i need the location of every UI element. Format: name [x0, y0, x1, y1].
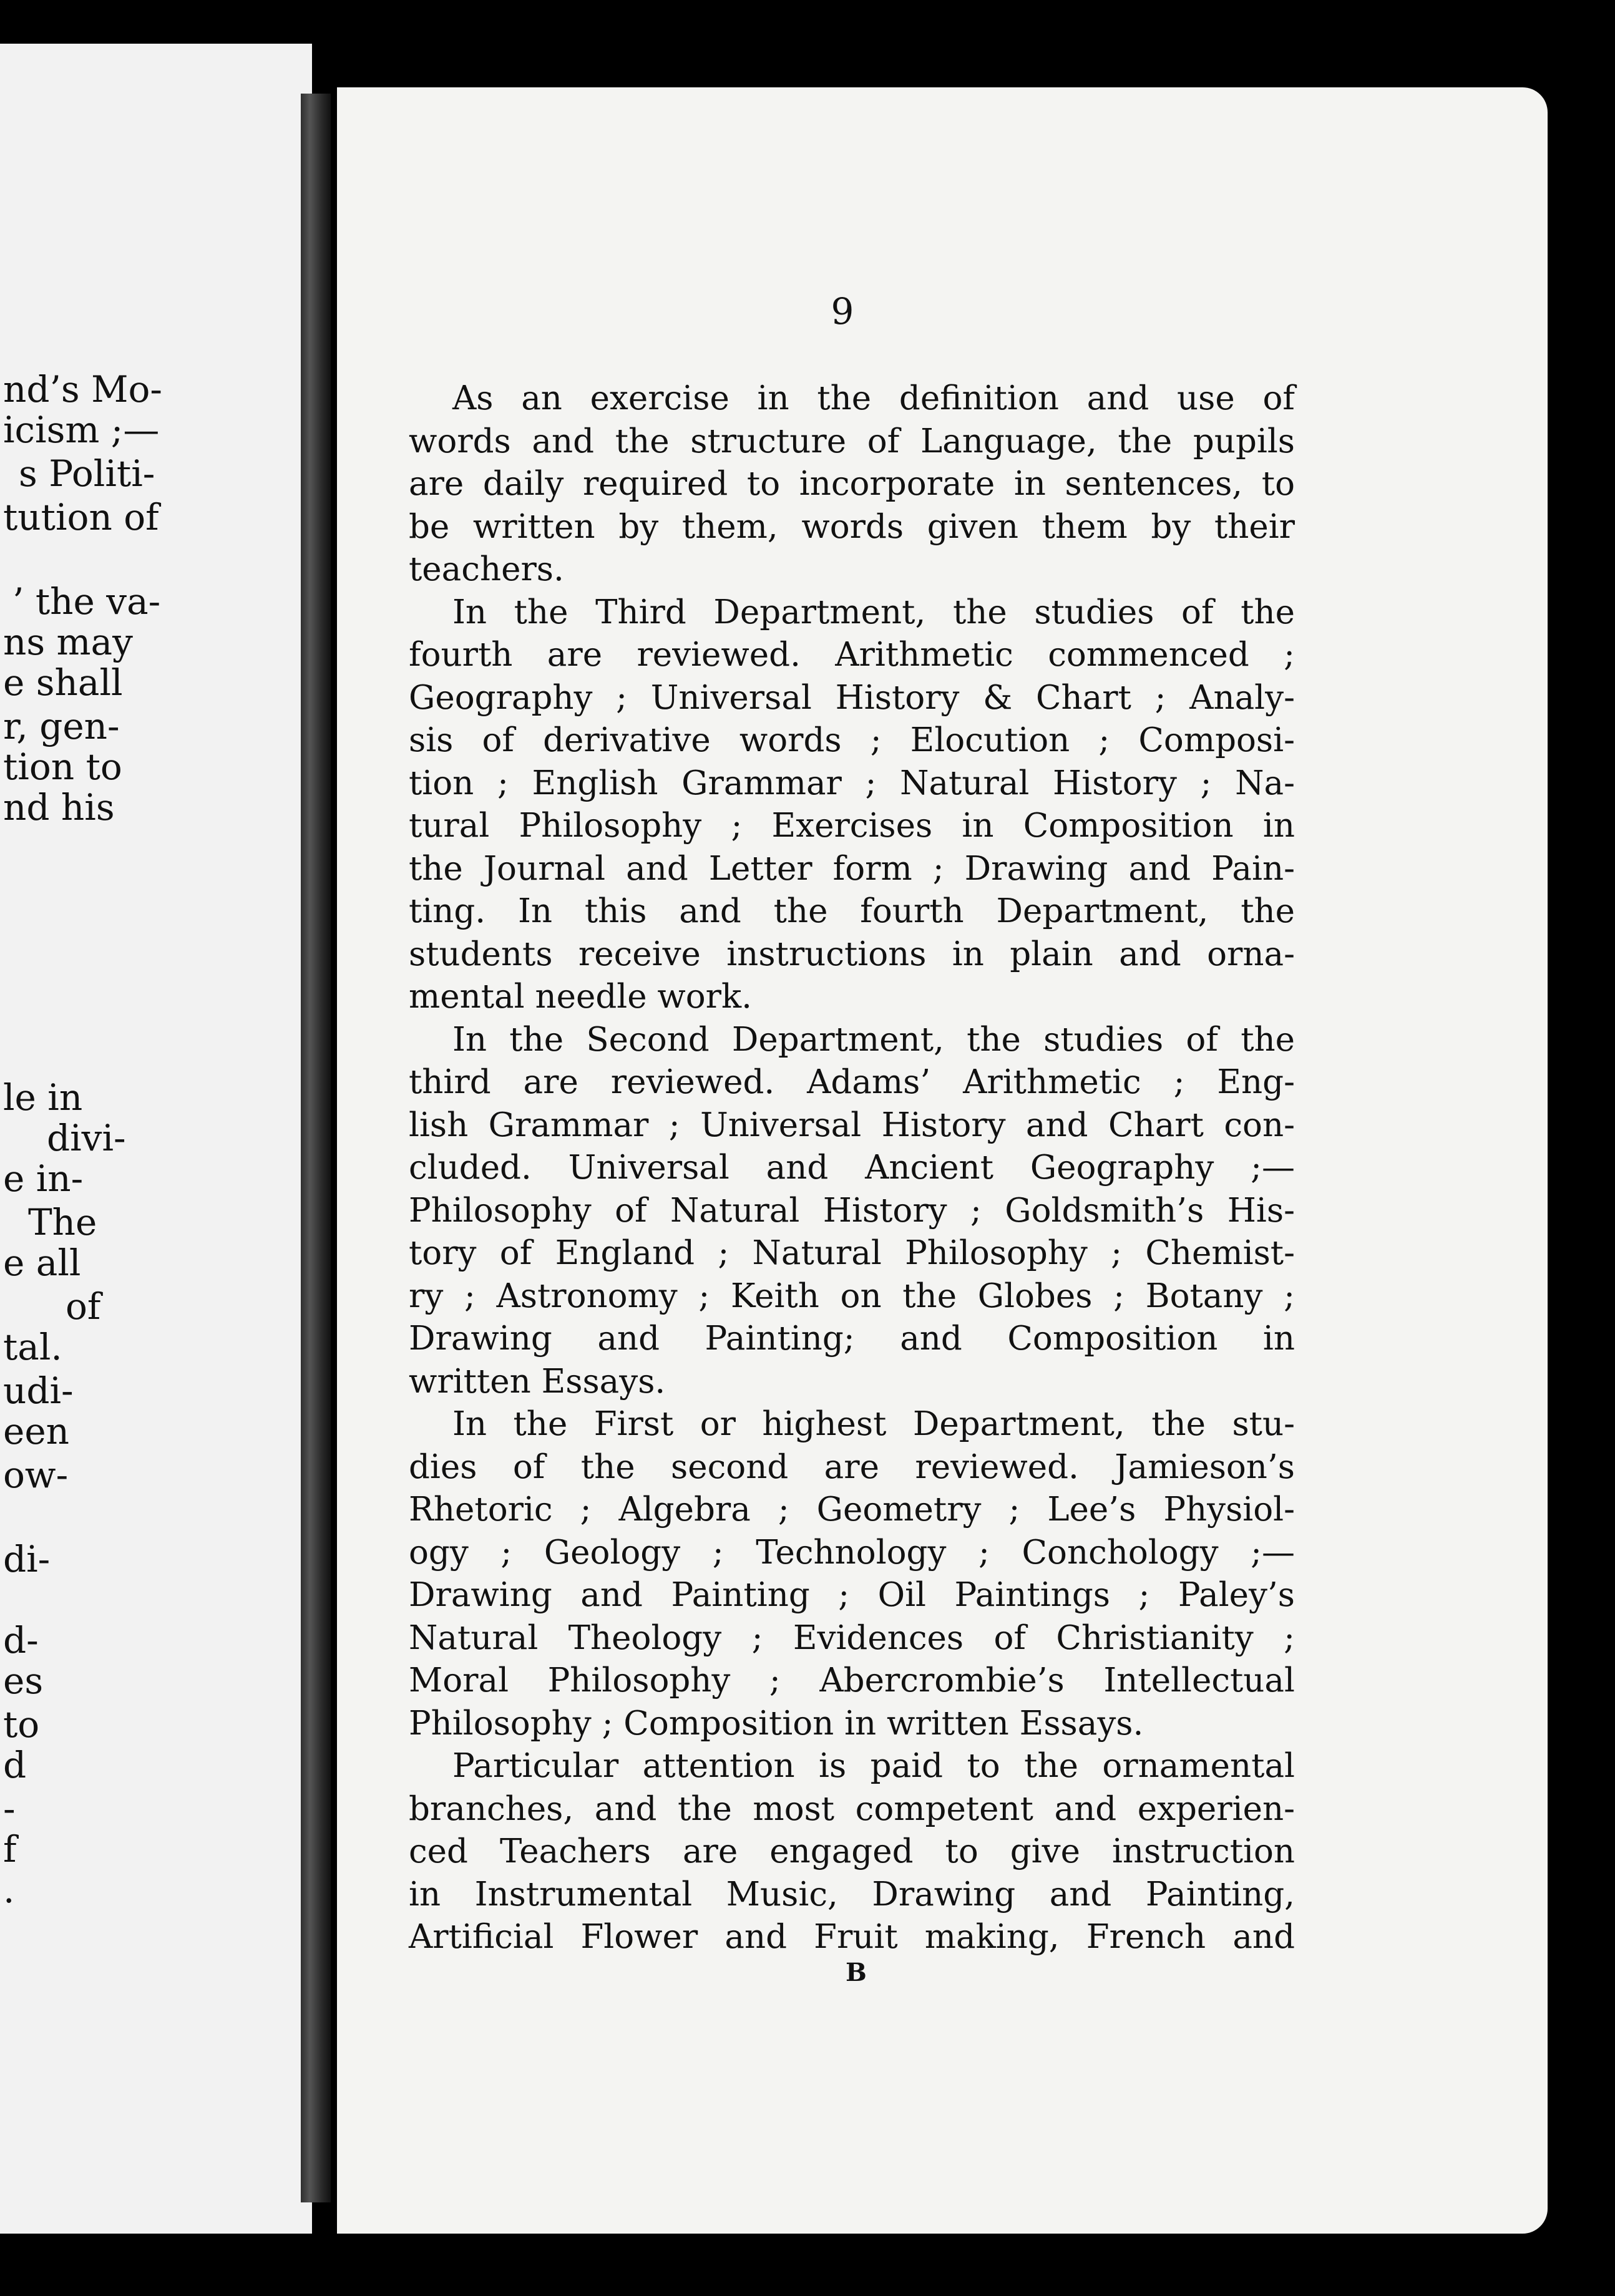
text-line: mental needle work.	[409, 978, 752, 1016]
paragraph	[409, 1403, 1295, 1745]
text-line: be written by them, words given them by their	[409, 507, 1295, 546]
text-line: Philosophy ; Composition in written Essays.	[409, 1704, 1144, 1743]
text-line: ting. In this and the fourth Department, the	[409, 892, 1295, 930]
text-line: As an exercise in the definition and use of	[452, 379, 1295, 417]
left-page-line: f	[3, 1828, 17, 1870]
left-page-line: divi-	[47, 1117, 126, 1159]
left-page-line: nd’s Mo-	[3, 368, 163, 411]
left-page-line: -	[3, 1788, 16, 1830]
text-line: Moral Philosophy ; Abercrombie’s Intellectual	[409, 1661, 1295, 1700]
text-line: lish Grammar ; Universal History and Chart con-	[409, 1106, 1295, 1144]
text-line: Artificial Flower and Fruit making, French and	[409, 1918, 1295, 1956]
text-line: ry ; Astronomy ; Keith on the Globes ; Botany ;	[409, 1277, 1295, 1315]
text-line: Natural Theology ; Evidences of Christianity ;	[409, 1618, 1295, 1657]
left-page-line: e in-	[3, 1157, 84, 1200]
text-line: students receive instructions in plain and orna-	[409, 935, 1295, 973]
left-page-line: s Politi-	[19, 452, 155, 495]
signature-mark: B	[846, 1958, 867, 1987]
paragraph	[409, 1745, 1295, 1959]
text-line: the Journal and Letter form ; Drawing and Pain-	[409, 849, 1295, 888]
left-page-line: ns may	[3, 621, 133, 663]
text-line: branches, and the most competent and experien-	[409, 1789, 1295, 1828]
left-page-line: to	[3, 1703, 40, 1746]
text-line: are daily required to incorporate in sentences, to	[409, 465, 1295, 503]
text-line: in Instrumental Music, Drawing and Painting,	[409, 1875, 1295, 1914]
left-page-line: ’ the va-	[12, 580, 161, 623]
left-page-line: r, gen-	[3, 705, 120, 747]
paragraph	[409, 1019, 1295, 1404]
page-gutter	[301, 94, 331, 2202]
left-page-line: een	[3, 1410, 70, 1452]
text-line: Rhetoric ; Algebra ; Geometry ; Lee’s Physiol-	[409, 1491, 1295, 1529]
paragraph	[409, 377, 1295, 591]
text-line: tion ; English Grammar ; Natural History ; Na-	[409, 764, 1295, 802]
text-line: fourth are reviewed. Arithmetic commenced ;	[409, 636, 1295, 674]
left-page-line: icism ;—	[3, 409, 160, 451]
text-line: Drawing and Painting; and Composition in	[409, 1320, 1295, 1358]
body-text	[409, 377, 1295, 1959]
left-page-line: le in	[3, 1076, 83, 1119]
text-line: tural Philosophy ; Exercises in Composition in	[409, 807, 1295, 845]
left-page-line: udi-	[3, 1369, 74, 1412]
text-line: In the Second Department, the studies of the	[452, 1020, 1295, 1059]
text-line: Particular attention is paid to the ornamental	[452, 1747, 1295, 1785]
left-page-line: d-	[3, 1619, 39, 1661]
text-line: Philosophy of Natural History ; Goldsmith’s His-	[409, 1191, 1295, 1230]
text-line: dies of the second are reviewed. Jamieson’s	[409, 1447, 1295, 1486]
text-line: written Essays.	[409, 1362, 666, 1401]
text-line: cluded. Universal and Ancient Geography ;—	[409, 1149, 1295, 1187]
text-line: words and the structure of Language, the pupils	[409, 422, 1295, 460]
left-page-line: The	[28, 1201, 97, 1243]
left-page-line: ow-	[3, 1454, 69, 1496]
text-line: In the Third Department, the studies of the	[452, 593, 1295, 631]
text-line: ced Teachers are engaged to give instruction	[409, 1832, 1295, 1870]
page-number: 9	[831, 290, 854, 333]
text-line: tory of England ; Natural Philosophy ; Chemist-	[409, 1234, 1295, 1272]
left-page-line: tution of	[3, 496, 159, 538]
paragraph	[409, 591, 1295, 1019]
text-line: third are reviewed. Adams’ Arithmetic ; Eng-	[409, 1063, 1295, 1101]
left-page-line: e all	[3, 1242, 81, 1284]
text-line: Drawing and Painting ; Oil Paintings ; Paley’s	[409, 1576, 1295, 1614]
left-page-line: tal.	[3, 1326, 62, 1368]
text-line: ogy ; Geology ; Technology ; Conchology ;—	[409, 1533, 1295, 1572]
text-line: teachers.	[409, 550, 564, 588]
text-line: sis of derivative words ; Elocution ; Composi-	[409, 721, 1295, 759]
left-page-line: tion to	[3, 746, 122, 788]
left-page-line: .	[3, 1869, 15, 1911]
left-page-line: di-	[3, 1538, 51, 1580]
left-page-line: e shall	[3, 661, 123, 704]
left-page-line: d	[3, 1744, 27, 1786]
text-line: In the First or highest Department, the stu-	[452, 1405, 1295, 1443]
left-page-line: of	[66, 1285, 101, 1328]
text-line: Geography ; Universal History & Chart ; Analy-	[409, 678, 1295, 717]
left-page-line: es	[3, 1660, 44, 1702]
left-page-line: nd his	[3, 786, 115, 829]
left-page-fragment	[0, 44, 312, 2234]
